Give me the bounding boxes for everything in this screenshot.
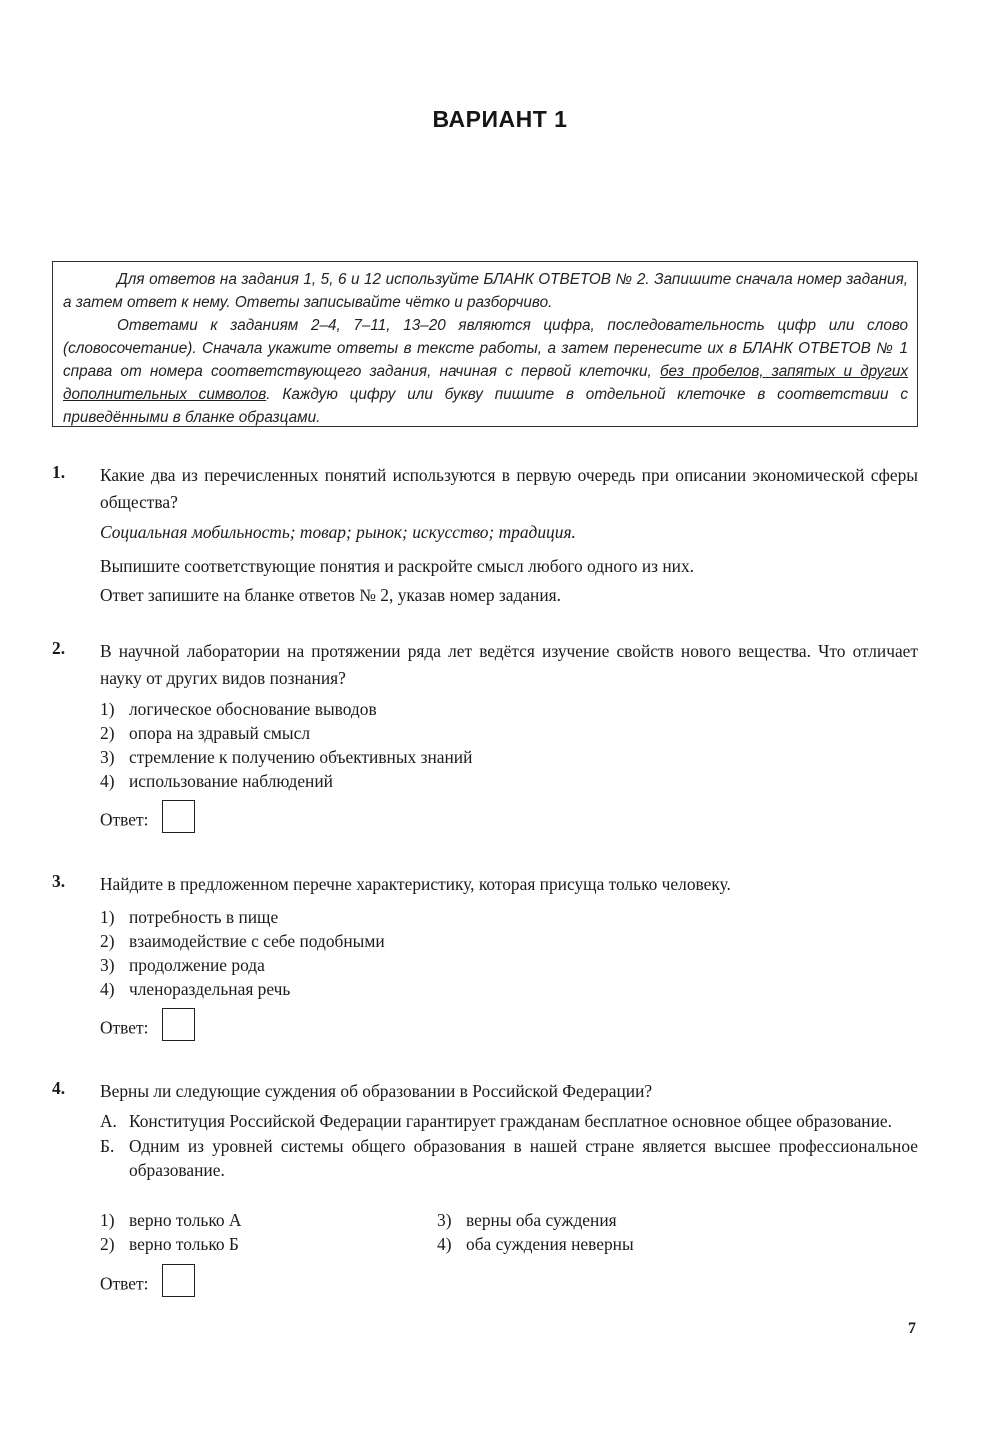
question-3-text: Найдите в предложенном перечне характеристику, которая присуща только человеку. (100, 874, 731, 894)
question-4-judgments (100, 1109, 918, 1183)
question-4-option[interactable]: 1) верно только А (100, 1210, 242, 1230)
question-4-option[interactable]: 4) оба суждения неверны (437, 1234, 634, 1254)
instructions-p2-end: . Каждую цифру или букву пишите в отдельной клеточке в соответствии с приведёнными в бланке образцами. (63, 386, 909, 426)
question-2-option[interactable]: 4) использование наблюдений (100, 771, 333, 791)
question-4-option[interactable]: 3) верны оба суждения (437, 1210, 617, 1230)
instructions-underlined: без пробелов, запятых и других дополнительных символов (63, 363, 909, 403)
question-3-option[interactable]: 2) взаимодействие с себе подобными (100, 931, 385, 951)
question-4-judgment-a: А. Конституция Российской Федерации гарантирует гражданам бесплатное основное общее образование. (100, 1111, 892, 1131)
question-3-option[interactable]: 4) членораздельная речь (100, 979, 291, 999)
question-2-options (100, 697, 472, 793)
question-2-answer-box[interactable] (162, 800, 195, 833)
instructions-paragraph-2 (63, 314, 908, 429)
question-2-answer (100, 808, 148, 831)
question-4-text: Верны ли следующие суждения об образовании в Российской Федерации? (100, 1081, 653, 1101)
question-4-answer-box[interactable] (162, 1264, 195, 1297)
question-3-options (100, 905, 385, 1001)
question-2-number: 2. (52, 638, 66, 658)
answer-label: Ответ: (100, 1273, 149, 1294)
question-2-option[interactable]: 1) логическое обоснование выводов (100, 699, 377, 719)
instructions-paragraph-1: Для ответов на задания 1, 5, 6 и 12 используйте БЛАНК ОТВЕТОВ № 2. Запишите сначала номер задания, а затем ответ к нему. Ответы записывайте чётко и разборчиво. (63, 271, 908, 311)
question-3-answer (100, 1016, 148, 1039)
question-2-text: В научной лаборатории на протяжении ряда лет ведётся изучение свойств нового вещества. Что отличает науку от других видов познания? (100, 641, 918, 688)
instructions-p2-start: Ответами к заданиям 2–4, 7–11, 13–20 являются цифра, последовательность цифр или слово (словосочетание). Сначала укажите ответы в тексте работы, а затем перенесите их в БЛАНК ОТВЕТОВ № 1 справа от номера соответствующего задания, начиная с первой клеточки, (63, 317, 908, 380)
page-title: ВАРИАНТ 1 (432, 106, 568, 132)
question-2-option[interactable]: 3) стремление к получению объективных знаний (100, 747, 473, 767)
question-1-instruction-1: Выпишите соответствующие понятия и раскройте смысл любого одного из них. (100, 556, 695, 576)
question-2-option[interactable]: 2) опора на здравый смысл (100, 723, 311, 743)
question-4-number: 4. (52, 1078, 66, 1098)
page-number: 7 (908, 1320, 916, 1337)
answer-label: Ответ: (100, 1017, 149, 1038)
question-3-answer-box[interactable] (162, 1008, 195, 1041)
question-1-instruction-2: Ответ запишите на бланке ответов № 2, указав номер задания. (100, 585, 561, 605)
question-3-option[interactable]: 1) потребность в пище (100, 907, 279, 927)
question-4-judgment-b: Б. Одним из уровней системы общего образования в нашей стране является высшее профессиональное образование. (100, 1135, 918, 1180)
question-4-options-left (100, 1208, 242, 1256)
question-3-number: 3. (52, 871, 66, 891)
answer-label: Ответ: (100, 809, 149, 830)
question-1-terms: Социальная мобильность; товар; рынок; искусство; традиция. (100, 522, 576, 542)
question-4-answer (100, 1272, 148, 1295)
question-4-options-right (437, 1208, 634, 1256)
question-1-number: 1. (52, 462, 66, 482)
instructions-box (52, 261, 918, 427)
question-1-text: Какие два из перечисленных понятий используются в первую очередь при описании экономической сферы общества? (100, 465, 918, 512)
question-3-option[interactable]: 3) продолжение рода (100, 955, 265, 975)
question-4-option[interactable]: 2) верно только Б (100, 1234, 239, 1254)
